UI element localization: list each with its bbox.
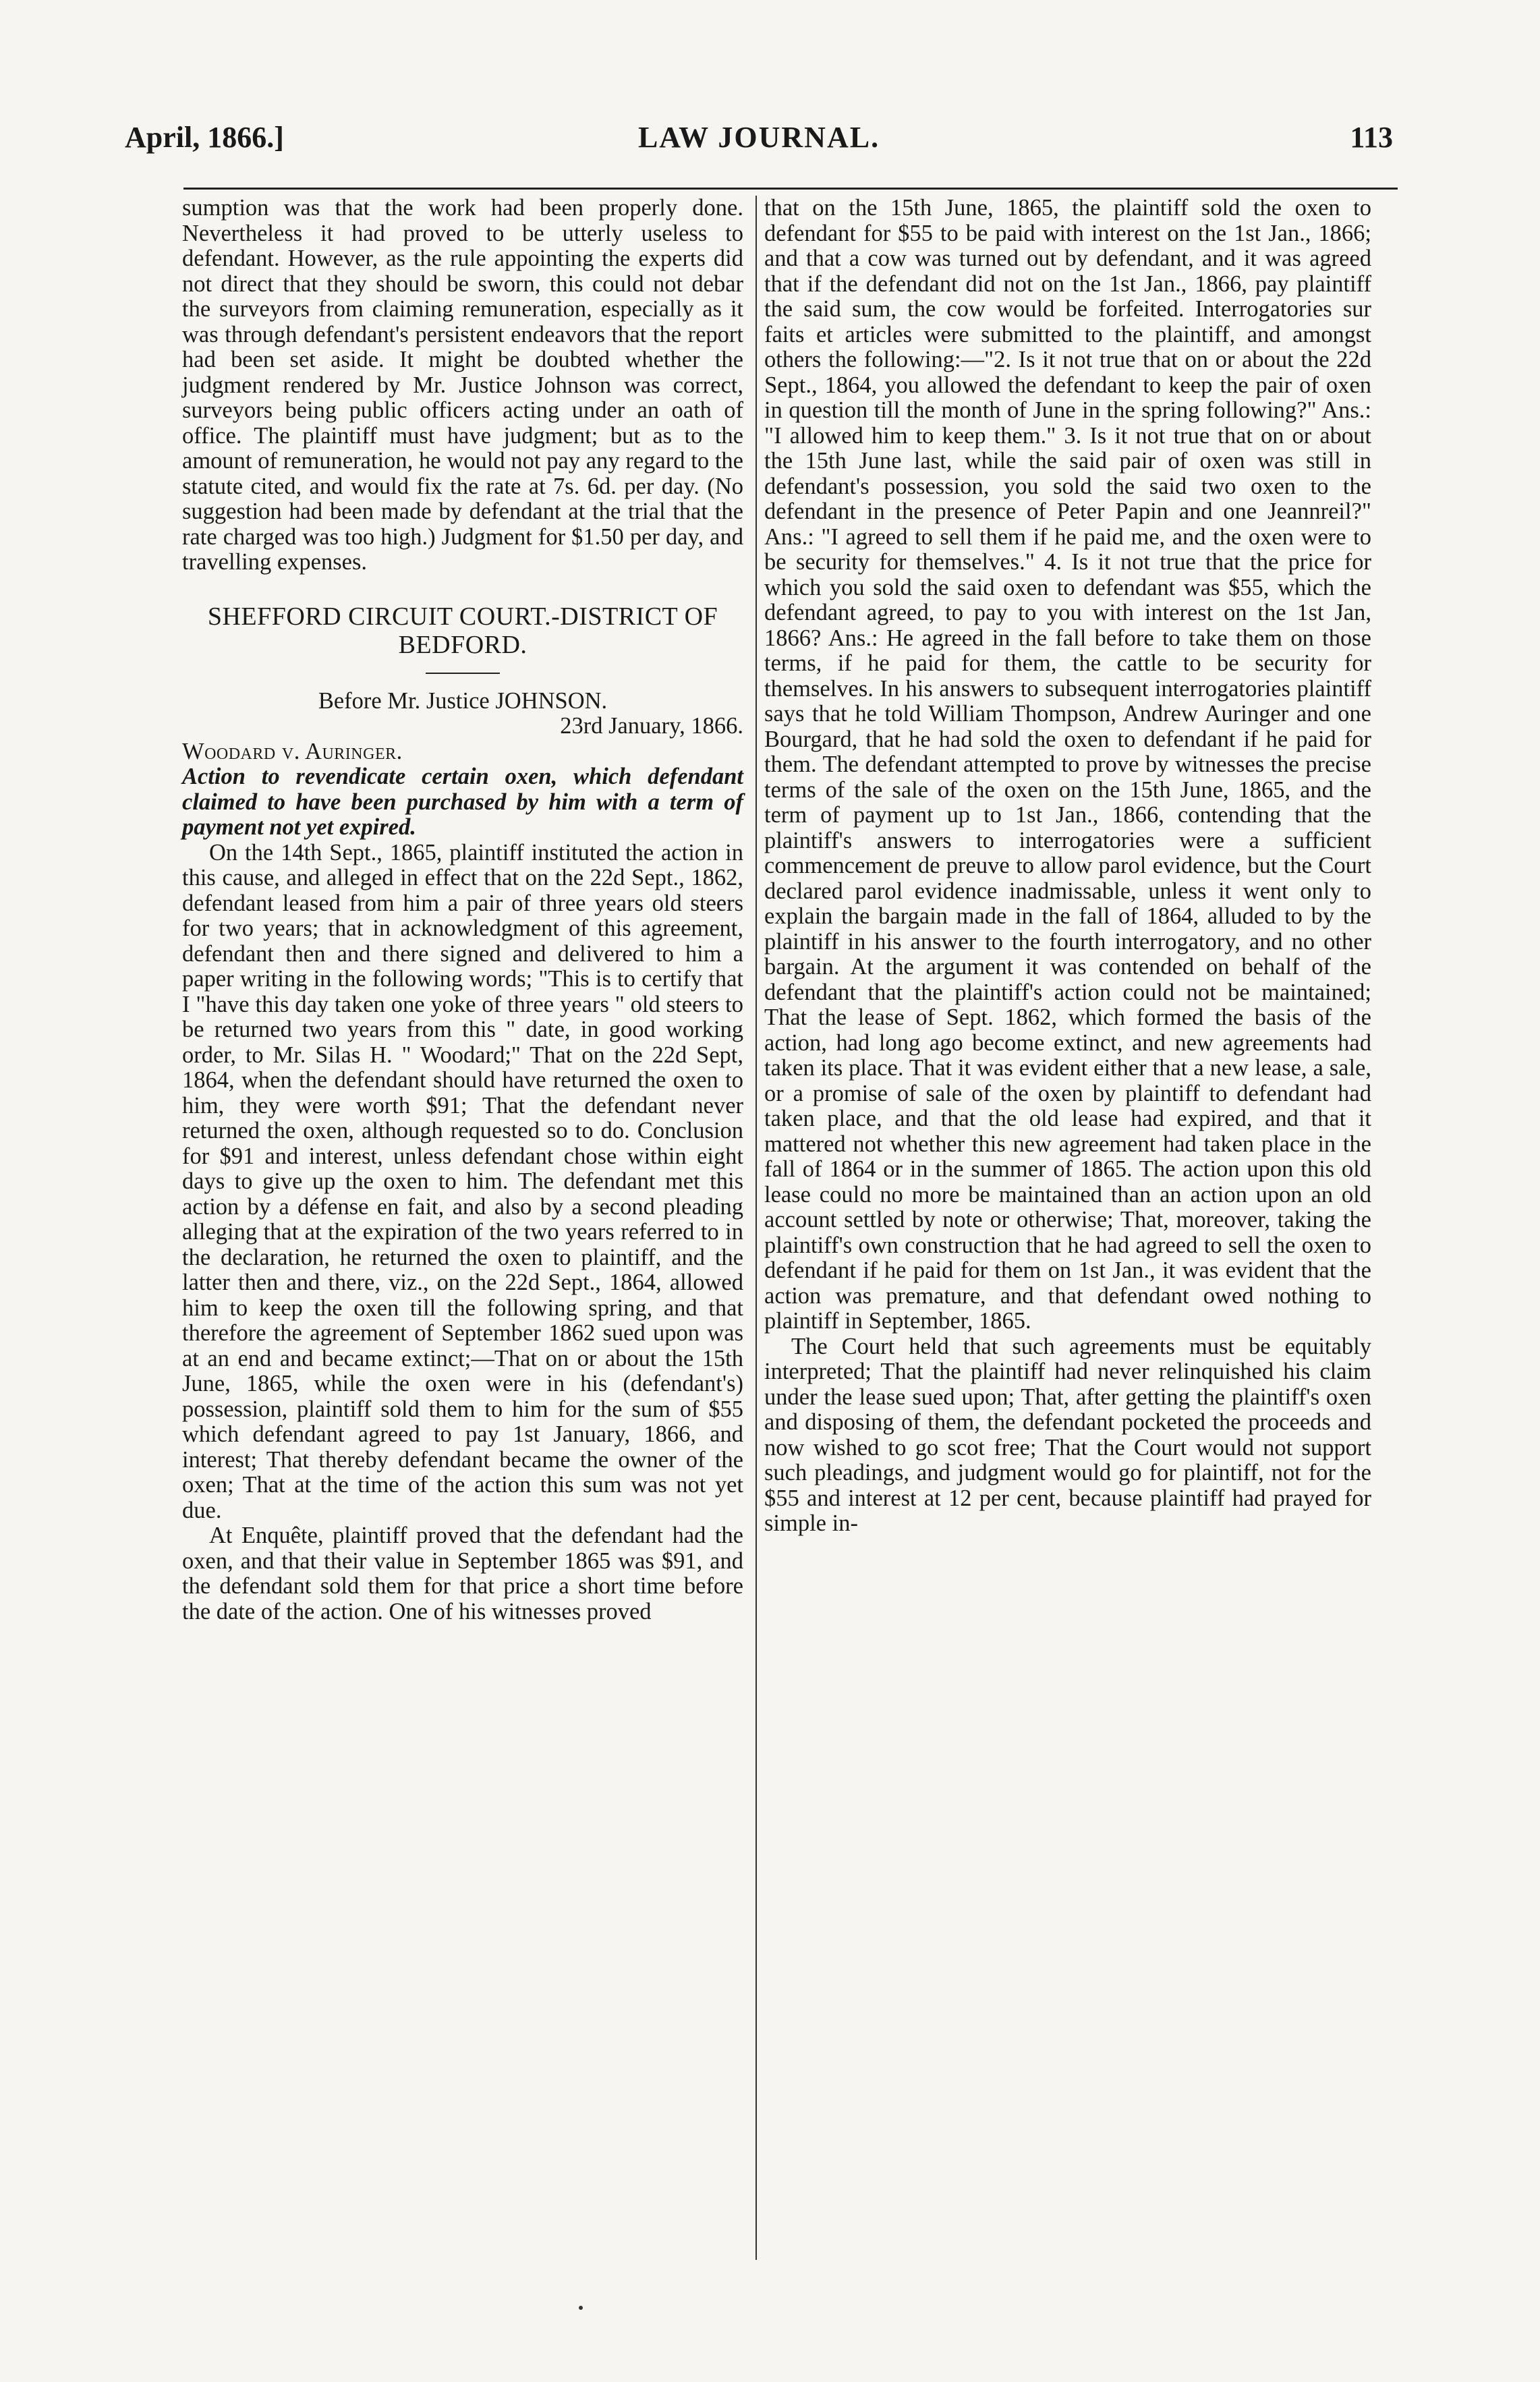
header-rule: [183, 188, 1398, 190]
heading-rule: [426, 673, 500, 674]
paragraph-court-held: The Court held that such agreements must be equitably interpreted; That the plaintiff had never relinquished his claim under the lease sued upon; That, after getting the plaintiff's oxen and disposing of them, the defendant pocketed the proceeds and now wished to go scot free; That the Court would not support such pleadings, and judgment would go for plaintiff, not for the $55 and interest at 12 per cent, because plaintiff had prayed for simple in-: [764, 1333, 1371, 1536]
column-divider: [755, 196, 757, 2260]
judge-line: Before Mr. Justice JOHNSON.: [318, 687, 608, 714]
header-date: April, 1866.]: [125, 121, 284, 154]
page-header: [125, 113, 1393, 167]
journal-title: LAW JOURNAL.: [637, 121, 880, 154]
left-column: [182, 196, 743, 1624]
paragraph-interrogatories: that on the 15th June, 1865, the plaintiff sold the oxen to defendant for $55 to be paid with interest on the 1st Jan., 1866; and that a cow was turned out by defendant, and it was agreed that if the defendant did not on the 1st Jan., 1866, pay plaintiff the said sum, the cow would be forfeited. Interrogatories sur faits et articles were submitted to the plaintiff, and amongst others the following:—"2. Is it not true that on or about the 22d Sept., 1864, you allowed the defendant to keep the pair of oxen in question till the month of June in the spring following?" Ans.: "I allowed him to keep them." 3. Is it not true that on or about the 15th June last, while the said pair of oxen was still in defendant's possession, you sold the said two oxen to the defendant in the presence of Peter Papin and one Jeannreil?" Ans.: "I agreed to sell them if he paid me, and the oxen were to be security for themselves." 4. Is it not true that the price for which you sold the said oxen to defendant was $55, which the defendant agreed, to pay to you with interest on the 1st Jan, 1866? Ans.: He agreed in the fall before to take them on those terms, if he paid for them, the cattle to be security for themselves. In his answers to subsequent interrogatories plaintiff says that he told William Thompson, Andrew Auringer and one Bourgard, that he had sold the oxen to defendant if he paid for them. The defendant attempted to prove by witnesses the precise terms of the sale of the oxen on the 15th June, 1865, and the term of payment up to 1st Jan., 1866, contending that the plaintiff's answers to interrogatories were a sufficient commencement de preuve to allow parol evidence, but the Court declared parol evidence inadmissable, unless it went only to explain the bargain made in the fall of 1864, alluded to by the plaintiff in his answer to the fourth interrogatory, and no other bargain. At the argument it was contended on behalf of the defendant that the plaintiff's action could not be maintained; That the lease of Sept. 1862, which formed the basis of the action, had long ago become extinct, and new agreements had taken its place. That it was evident either that a new lease, a sale, or a promise of sale of the oxen by plaintiff to defendant had taken place, and that the old lease had expired, and that it mattered not whether this new agreement had taken place in the fall of 1864 or in the summer of 1865. The action upon this old lease could no more be maintained than an action upon an old account settled by note or otherwise; That, moreover, taking the plaintiff's own construction that he had agreed to sell the oxen to defendant if he paid for them on 1st Jan., it was evident that the action was premature, and that defendant owed nothing to plaintiff in September, 1865.: [764, 195, 1371, 1334]
paragraph-facts: On the 14th Sept., 1865, plaintiff instituted the action in this cause, and alleged in effect that on the 22d Sept., 1862, defendant leased from him a pair of three years old steers for two years; that in acknowledgment of this agreement, defendant then and there signed and delivered to him a paper writing in the following words; "This is to certify that I "have this day taken one yoke of three years " old steers to be returned two years from this " date, in good working order, to Mr. Silas H. " Woodard;" That on the 22d Sept, 1864, when the defendant should have returned the oxen to him, they were worth $91; That the defendant never returned the oxen, although requested so to do. Conclusion for $91 and interest, unless defendant chose within eight days to give up the oxen to him. The defendant met this action by a défense en fait, and also by a second pleading alleging that at the expiration of the two years referred to in the declaration, he returned the oxen to plaintiff, and the latter then and there, viz., on the 22d Sept., 1864, allowed him to keep the oxen till the following spring, and that therefore the agreement of September 1862 sued upon was at an end and became extinct;—That on or about the 15th June, 1865, while the oxen were in his (defendant's) possession, plaintiff sold them to him for the sum of $55 which defendant agreed to pay 1st January, 1866, and interest; That thereby defendant became the owner of the oxen; That at the time of the action this sum was not yet due.: [182, 839, 743, 1523]
ink-dot: [579, 2306, 583, 2310]
case-title: Woodard v. Auringer.: [182, 738, 403, 764]
case-summary: Action to revendicate certain oxen, which defendant claimed to have been purchased by him with a term of payment not yet expired.: [182, 764, 743, 840]
right-column: [764, 196, 1371, 1537]
court-heading: SHEFFORD CIRCUIT COURT.-DISTRICT OF BEDFORD.: [207, 602, 718, 659]
intro-paragraph: sumption was that the work had been properly done. Nevertheless it had proved to be utterly useless to defendant. However, as the rule appointing the experts did not direct that they should be sworn, this could not debar the surveyors from claiming remuneration, especially as it was through defendant's persistent endeavors that the report had been set aside. It might be doubted whether the judgment rendered by Mr. Justice Johnson was correct, surveyors being public officers acting under an oath of office. The plaintiff must have judgment; but as to the amount of remuneration, he would not pay any regard to the statute cited, and would fix the rate at 7s. 6d. per day. (No suggestion had been made by defendant at the trial that the rate charged was too high.) Judgment for $1.50 per day, and travelling expenses.: [182, 195, 743, 575]
date-line: 23rd January, 1866.: [560, 713, 743, 739]
page-number: 113: [1350, 121, 1393, 154]
paragraph-enquete: At Enquête, plaintiff proved that the defendant had the oxen, and that their value in September 1865 was $91, and the defendant sold them for that price a short time before the date of the action. One of his witnesses proved: [182, 1523, 743, 1624]
